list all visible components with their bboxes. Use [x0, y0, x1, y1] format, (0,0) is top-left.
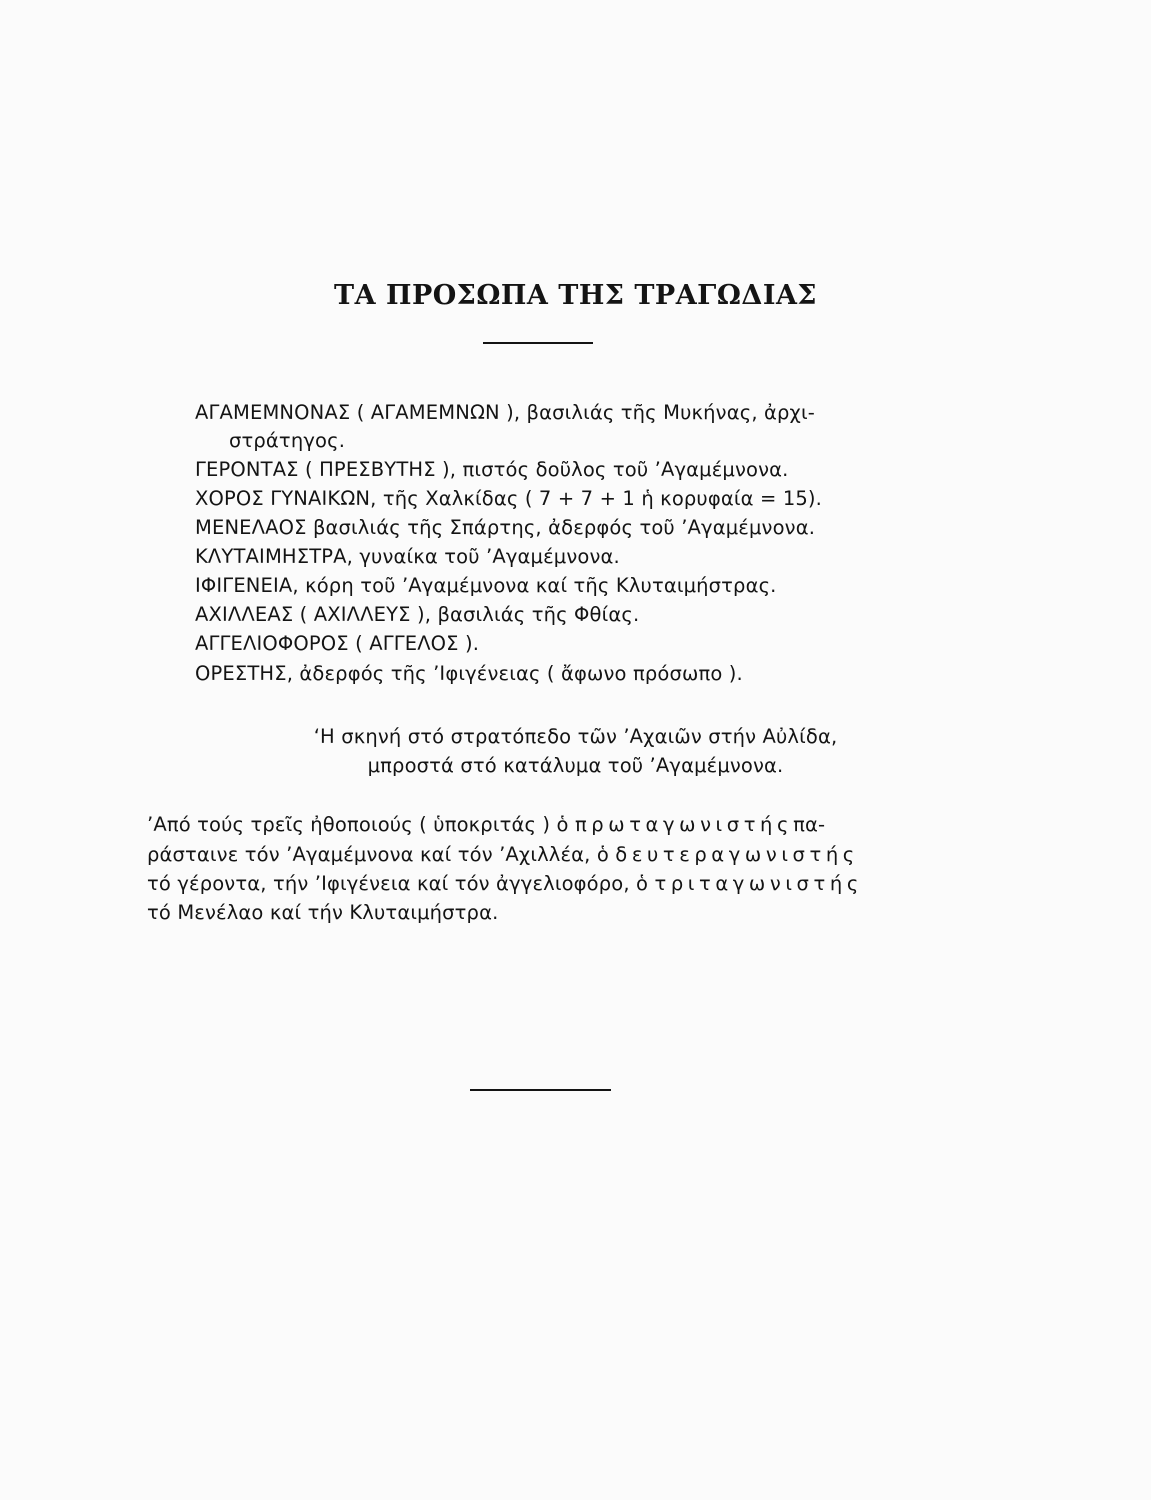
character-line: ΑΓΓΕΛΙΟΦΟΡΟΣ ( ΑΓΓΕΛΟΣ ).: [195, 632, 480, 655]
character-line: ΑΧΙΛΛΕΑΣ ( ΑΧΙΛΛΕΥΣ ), βασιλιάς τῆς Φθίας.: [195, 603, 640, 626]
note-text: ράσταινε τόν ’Αγαμέμνονα καί τόν ’Αχιλλέα, ὁ: [147, 843, 616, 866]
deuteragonist-term: δευτεραγωνιστής: [615, 843, 859, 866]
page-title: ΤΑ ΠΡΟΣΩΠΑ ΤΗΣ ΤΡΑΓΩΔΙΑΣ: [334, 280, 817, 311]
character-line: ΟΡΕΣΤΗΣ, ἀδερφός τῆς ’Ιφιγένειας ( ἄφωνο πρόσωπο ).: [195, 662, 743, 685]
character-line: ΚΛΥΤΑΙΜΗΣΤΡΑ, γυναίκα τοῦ ’Αγαμέμνονα.: [195, 545, 620, 568]
character-line: ΧΟΡΟΣ ΓΥΝΑΙΚΩΝ, τῆς Χαλκίδας ( 7 + 7 + 1 ἡ κορυφαία = 15).: [195, 487, 823, 510]
protagonist-term: πρωταγωνιστής: [574, 813, 794, 836]
title-rule: [483, 342, 593, 344]
note-text: πα-: [793, 813, 826, 836]
character-line: ΓΕΡΟΝΤΑΣ ( ΠΡΕΣΒΥΤΗΣ ), πιστός δοῦλος τοῦ ’Αγαμέμνονα.: [195, 458, 789, 481]
actors-note-line: [147, 869, 863, 899]
character-line: ΜΕΝΕΛΑΟΣ βασιλιάς τῆς Σπάρτης, ἀδερφός τοῦ ’Αγαμέμνονα.: [195, 516, 816, 539]
actors-note-line: τό Μενέλαο καί τήν Κλυταιμήστρα.: [147, 901, 499, 924]
actors-note-line: [147, 840, 859, 870]
actors-note-line: [147, 810, 825, 840]
character-line: ΑΓΑΜΕΜΝΟΝΑΣ ( ΑΓΑΜΕΜΝΩΝ ), βασιλιάς τῆς Μυκήνας, ἀρχι-: [195, 401, 815, 424]
note-text: ’Από τούς τρεῖς ἠθοποιούς ( ὑποκριτάς ) ὁ: [147, 813, 575, 836]
note-text: τό γέροντα, τήν ’Ιφιγένεια καί τόν ἀγγελιοφόρο, ὁ: [147, 872, 655, 895]
tritagonist-term: τριταγωνιστής: [654, 872, 863, 895]
scene-line: ‘Η σκηνή στό στρατόπεδο τῶν ’Αχαιῶν στήν Αὐλίδα,: [313, 725, 838, 748]
scene-line: μπροστά στό κατάλυμα τοῦ ’Αγαμέμνονα.: [367, 754, 784, 777]
character-line: ΙΦΙΓΕΝΕΙΑ, κόρη τοῦ ’Αγαμέμνονα καί τῆς Κλυταιμήστρας.: [195, 574, 777, 597]
character-line: στράτηγος.: [229, 429, 346, 452]
bottom-rule: [470, 1089, 611, 1091]
